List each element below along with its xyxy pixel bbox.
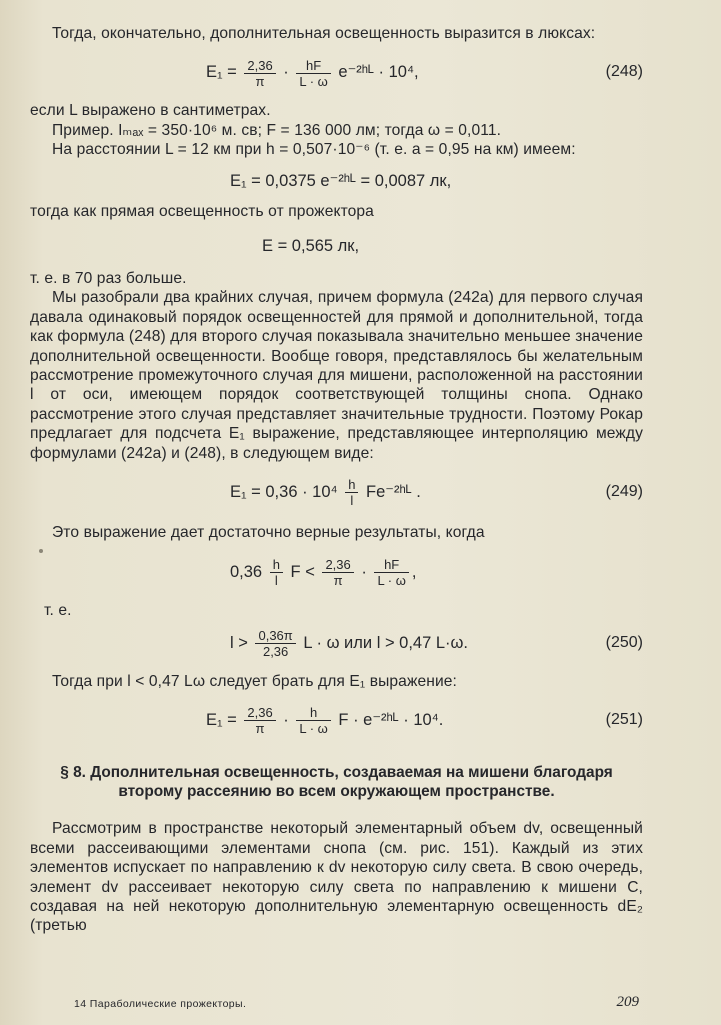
equation-number-251: (251) — [605, 711, 643, 729]
eqC-fraction-1: $\frac{h}{l}$ — [270, 557, 283, 588]
paragraph-condition: Это выражение дает достаточно верные результаты, когда — [52, 524, 485, 542]
eq249-tail: Fe⁻²ʰᴸ . — [366, 483, 421, 502]
paragraph-units: если L выражено в сантиметрах. — [30, 102, 271, 120]
printer-signature: 14 Параболические прожекторы. — [74, 998, 247, 1010]
eq248-fraction-2: $\frac{hF}{L \cdot \omega}$ — [296, 58, 330, 89]
equation-248: E₁ = $\frac{2,36}{\pi}$ · $\frac{hF}{L \cdot \omega}$ e⁻²ʰᴸ · 10⁴, (248) — [30, 49, 643, 95]
paragraph-section-8: Рассмотрим в пространстве некоторый элементарный объем dv, освещенный всеми рассеивающими элементами снопа (см. рис. 151). Каждый из этих элементов испускает по направлению к dv некоторую силу света. В свою очередь, элемент dv рассеивает некоторую силу света по направлению к мишени C, создавая на ней некоторую дополнительную элементарную освещенность dE₂ (третью — [30, 820, 643, 935]
equation-direct: E = 0,565 лк, — [262, 237, 360, 256]
equation-example-result: E₁ = 0,0375 e⁻²ʰᴸ = 0,0087 лк, — [230, 171, 452, 190]
page-footer — [74, 994, 643, 1014]
eqC-fraction-2: $\frac{2,36}{\pi}$ — [322, 557, 353, 588]
eq250-fraction: $\frac{0,36\pi}{2,36}$ — [255, 628, 295, 659]
equation-number-248: (248) — [605, 63, 643, 81]
paragraph-then: Тогда при l < 0,47 Lω следует брать для E₁ выражение: — [52, 672, 457, 690]
page-number: 209 — [616, 994, 639, 1010]
paragraph-discussion: Мы разобрали два крайних случая, причем формула (242а) для первого случая давала одинаковый порядок освещенностей для прямой и дополнительной, тогда как формула (248) для второго случая показывала значительно меньшее значение дополнительной освещенности. Вообще говоря, представлялось бы желательным рассмотрение промежуточного случая для мишени, расположенной на расстоянии l от оси, имеющем порядок соответствующей толщины снопа. Однако рассмотрение этого случая представляет значительные трудности. Поэтому Рокар предлагает для подсчета E₁ выражение, представляющее интерполяцию между формулами (242а) и (248), в следующем виде: — [30, 289, 643, 462]
equation-250: l > $\frac{0,36\pi}{2,36}$ L · ω или l > 0,47 L·ω. (250) — [30, 620, 643, 666]
paragraph-example: Пример. Iₘₐₓ = 350·10⁶ м. св; F = 136 000 лм; тогда ω = 0,011. — [52, 121, 502, 139]
eq251-fraction-2: $\frac{h}{L \cdot \omega}$ — [296, 705, 330, 736]
paragraph-ratio: т. е. в 70 раз больше. — [30, 270, 187, 288]
eq249-lhs: E₁ = 0,36 · 10⁴ — [230, 483, 338, 502]
eq248-fraction-1: $\frac{2,36}{\pi}$ — [244, 58, 275, 89]
eq248-lhs: E₁ = — [206, 63, 237, 82]
section-heading: § 8. Дополнительная освещенность, создаваемая на мишени благодаря второму рассеянию во всем окружающем пространстве. — [60, 764, 613, 801]
paragraph-distance: На расстоянии L = 12 км при h = 0,507·10⁻⁶ (т. е. a = 0,95 на км) имеем: — [52, 141, 576, 159]
eq251-fraction-1: $\frac{2,36}{\pi}$ — [244, 705, 275, 736]
eqC-fraction-3: $\frac{hF}{L \cdot \omega}$ — [374, 557, 408, 588]
equation-251: E₁ = $\frac{2,36}{\pi}$ · $\frac{h}{L \cdot \omega}$ F · e⁻²ʰᴸ · 10⁴. (251) — [30, 697, 643, 743]
eq249-fraction: $\frac{h}{l}$ — [345, 477, 358, 508]
paragraph-intro: Тогда, окончательно, дополнительная освещенность выразится в люксах: — [52, 25, 596, 42]
equation-number-249: (249) — [605, 483, 643, 501]
equation-number-250: (250) — [605, 633, 643, 651]
eq248-tail: e⁻²ʰᴸ · 10⁴, — [338, 63, 419, 82]
paragraph-direct: тогда как прямая освещенность от прожектора — [30, 202, 374, 220]
equation-condition: 0,36 $\frac{h}{l}$ F < $\frac{2,36}{\pi}$ · $\frac{hF}{L \cdot \omega}$ , — [230, 556, 417, 588]
paragraph-ie: т. е. — [44, 601, 72, 619]
equation-249 — [30, 469, 643, 515]
